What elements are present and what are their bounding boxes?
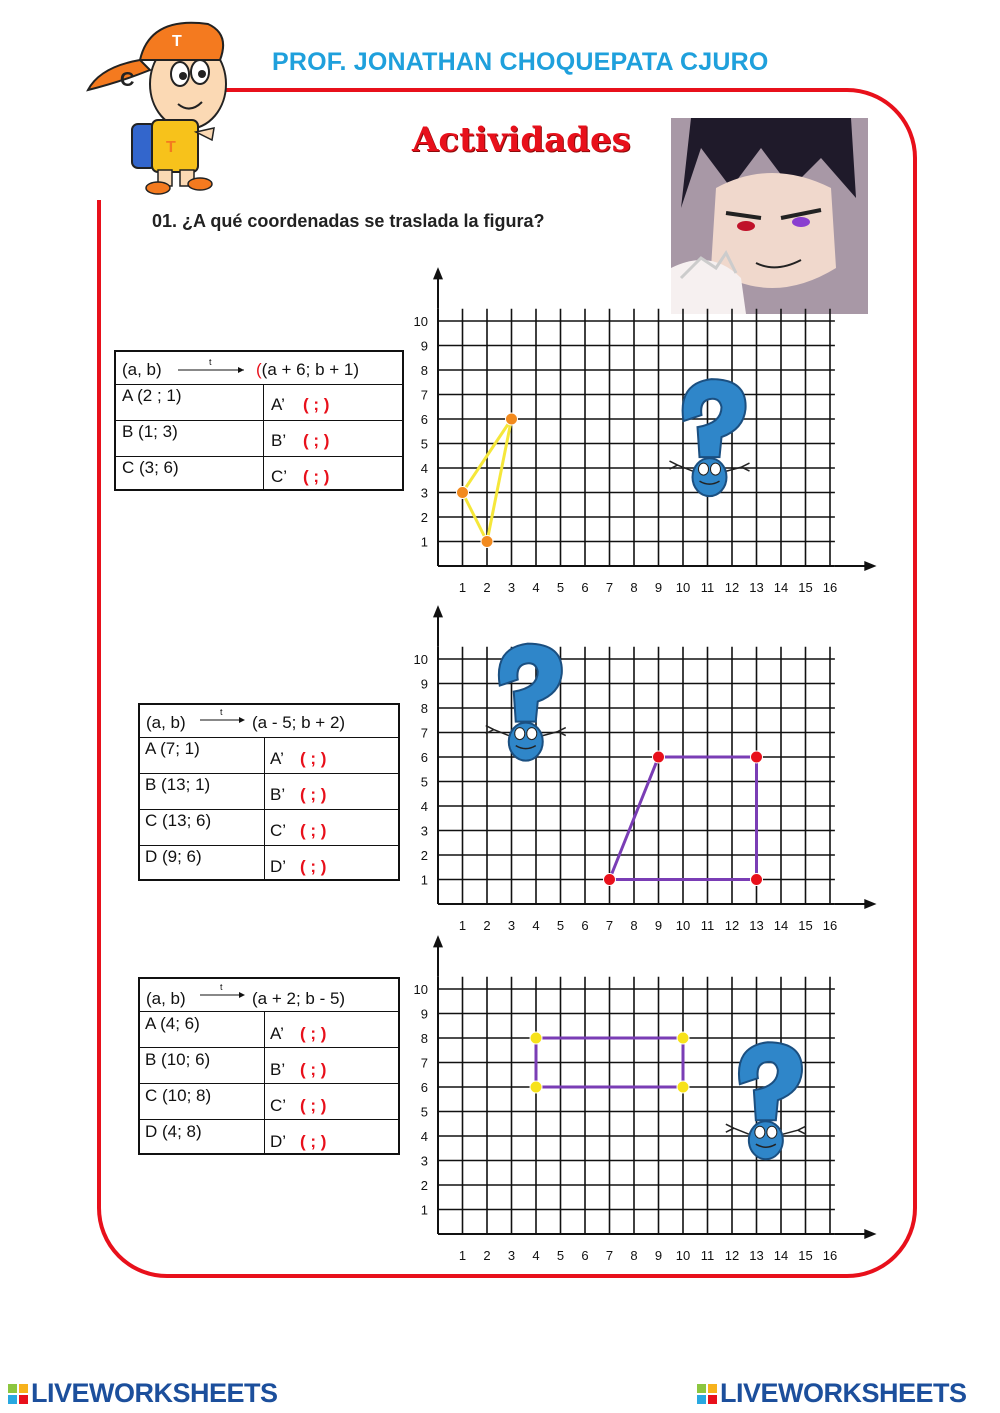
mascot-body [509, 723, 543, 761]
x-tick-label: 3 [507, 580, 516, 595]
arrow-icon [198, 982, 250, 1000]
image-point-label: B’ [271, 431, 287, 450]
rule-left: (a, b) [146, 989, 186, 1008]
mascot-arm [670, 461, 693, 471]
original-point: B (1; 3) [122, 422, 178, 441]
liveworksheets-logo-icon [8, 1384, 28, 1404]
mascot-eye [767, 1126, 777, 1138]
mascot-body [749, 1121, 783, 1159]
x-tick-label: 11 [700, 580, 715, 595]
question-mark-mascot-icon [670, 379, 750, 496]
exercise-3-table [138, 977, 400, 1155]
answer-input[interactable]: ( ; ) [300, 1024, 327, 1043]
original-point: C (10; 8) [145, 1086, 212, 1105]
image-point-label: D’ [270, 1132, 287, 1151]
original-point: B (13; 1) [145, 775, 211, 794]
arrow-label: t [220, 707, 223, 717]
y-tick-label: 9 [420, 338, 428, 354]
x-tick-label: 11 [700, 918, 715, 933]
x-tick-label: 12 [724, 918, 740, 933]
footer-brand-left [8, 1378, 278, 1409]
original-point: B (10; 6) [145, 1050, 211, 1069]
answer-input[interactable]: ( ; ) [300, 857, 327, 876]
y-tick-label: 10 [413, 652, 428, 667]
image-point-label: C’ [270, 1096, 287, 1115]
answer-input[interactable]: ( ; ) [303, 395, 330, 414]
y-tick-label: 5 [420, 774, 428, 790]
x-tick-label: 1 [458, 580, 467, 595]
x-tick-label: 1 [458, 1248, 467, 1263]
image-point-label: C’ [270, 821, 287, 840]
y-tick-label: 5 [420, 436, 428, 452]
y-tick-label: 2 [420, 1178, 428, 1193]
x-tick-label: 16 [822, 580, 838, 595]
mascot-arm [727, 463, 750, 471]
x-tick-label: 2 [483, 918, 491, 933]
y-tick-label: 9 [420, 676, 428, 692]
x-tick-label: 8 [630, 1248, 638, 1263]
coordinate-grid-2 [400, 600, 890, 935]
x-tick-label: 8 [630, 580, 638, 595]
mascot-arm [486, 726, 509, 736]
y-tick-label: 2 [420, 848, 428, 863]
answer-input[interactable]: ( ; ) [300, 749, 327, 768]
x-tick-label: 12 [724, 1248, 740, 1263]
x-tick-label: 12 [724, 580, 740, 595]
x-tick-label: 5 [556, 1248, 565, 1263]
mascot-eye [699, 463, 709, 475]
y-axis-arrow-icon [433, 267, 443, 279]
y-tick-label: 1 [420, 534, 428, 550]
arrow-label: t [209, 358, 212, 367]
y-tick-label: 8 [420, 1031, 428, 1046]
y-tick-label: 10 [413, 314, 428, 329]
figure-vertex [457, 487, 469, 499]
x-tick-label: 4 [532, 1248, 540, 1263]
x-tick-label: 8 [630, 918, 638, 933]
coordinate-grid-1 [400, 262, 890, 597]
y-axis-arrow-icon [433, 605, 443, 617]
answer-input[interactable]: ( ; ) [303, 467, 330, 486]
question-text: 01. ¿A qué coordenadas se traslada la figura? [152, 211, 545, 231]
y-tick-label: 1 [420, 1202, 428, 1218]
original-point: A (2 ; 1) [122, 386, 182, 405]
answer-input[interactable]: ( ; ) [300, 821, 327, 840]
figure-vertex [481, 536, 493, 548]
section-title: Actividades [412, 120, 631, 160]
arrow-icon [198, 707, 250, 725]
y-axis-arrow-icon [433, 935, 443, 947]
x-tick-label: 13 [749, 918, 764, 933]
y-tick-label: 7 [420, 725, 428, 741]
x-tick-label: 4 [532, 580, 540, 595]
figure-vertex [604, 874, 616, 886]
footer-brand-left-text: LIVEWORKSHEETS [31, 1378, 278, 1408]
x-axis-arrow-icon [864, 899, 876, 909]
question-mark-shape [499, 644, 562, 722]
y-tick-label: 6 [420, 412, 428, 427]
original-point: A (4; 6) [145, 1014, 200, 1033]
image-point-label: C’ [271, 467, 288, 486]
footer-brand-right-text: LIVEWORKSHEETS [720, 1378, 967, 1408]
arrow-label: t [220, 982, 223, 992]
question-mark-mascot-icon [726, 1042, 806, 1159]
image-point-label: A’ [271, 395, 285, 414]
image-point-label: D’ [270, 857, 287, 876]
header-title: PROF. JONATHAN CHOQUEPATA CJURO [272, 48, 769, 76]
x-tick-label: 13 [749, 580, 764, 595]
column-divider [264, 1011, 265, 1153]
mascot-kid-image [80, 12, 230, 197]
y-tick-label: 9 [420, 1006, 428, 1022]
x-tick-label: 6 [581, 1248, 589, 1263]
figure-vertex [653, 751, 665, 763]
x-axis-arrow-icon [864, 561, 876, 571]
rule-right-text: (a + 6; b + 1) [261, 360, 360, 379]
figure-vertex [530, 1081, 542, 1093]
y-tick-label: 3 [420, 1153, 428, 1169]
y-tick-label: 3 [420, 823, 428, 839]
original-point: C (13; 6) [145, 811, 212, 830]
y-tick-label: 7 [420, 1055, 428, 1071]
rule-right: (a - 5; b + 2) [252, 713, 346, 732]
figure-vertex [751, 874, 763, 886]
image-point-label: A’ [270, 1024, 284, 1043]
answer-input[interactable]: ( ; ) [300, 1132, 327, 1151]
figure-vertex [751, 751, 763, 763]
y-tick-label: 4 [420, 461, 428, 476]
x-tick-label: 7 [605, 1248, 614, 1263]
y-tick-label: 8 [420, 363, 428, 378]
x-tick-label: 9 [654, 1248, 663, 1263]
exercise-1-table [114, 350, 404, 491]
x-tick-label: 5 [556, 918, 565, 933]
x-tick-label: 2 [483, 580, 491, 595]
x-tick-label: 10 [675, 1248, 691, 1263]
figure-vertex [530, 1032, 542, 1044]
y-tick-label: 1 [420, 872, 428, 888]
coordinate-grid-3 [400, 930, 890, 1265]
answer-input[interactable]: ( ; ) [303, 431, 330, 450]
y-tick-label: 10 [413, 982, 428, 997]
original-point: D (9; 6) [145, 847, 202, 866]
y-tick-label: 4 [420, 799, 428, 814]
question-mark-shape [739, 1042, 802, 1120]
y-tick-label: 6 [420, 750, 428, 765]
original-point: A (7; 1) [145, 739, 200, 758]
answer-input[interactable]: ( ; ) [300, 785, 327, 804]
y-tick-label: 4 [420, 1129, 428, 1144]
original-point: D (4; 8) [145, 1122, 202, 1141]
mascot-arm [783, 1126, 806, 1134]
mascot-eye [515, 728, 525, 740]
question-mark-mascot-icon [486, 644, 566, 761]
arrow-icon [176, 358, 251, 374]
figure-vertex [677, 1081, 689, 1093]
x-tick-label: 14 [773, 1248, 789, 1263]
x-tick-label: 6 [581, 580, 589, 595]
x-tick-label: 10 [675, 580, 691, 595]
x-tick-label: 14 [773, 580, 789, 595]
x-tick-label: 15 [798, 580, 813, 595]
svg-text:T: T [166, 139, 176, 156]
x-tick-label: 15 [798, 1248, 813, 1263]
rule-left: (a, b) [146, 713, 186, 732]
x-tick-label: 15 [798, 918, 813, 933]
svg-text:T: T [172, 33, 182, 50]
column-divider [263, 384, 264, 489]
mascot-body [693, 458, 727, 496]
liveworksheets-logo-icon [697, 1384, 717, 1404]
svg-text:C: C [120, 69, 135, 91]
x-tick-label: 11 [700, 1248, 715, 1263]
answer-input[interactable]: ( ; ) [300, 1060, 327, 1079]
figure-vertex [677, 1032, 689, 1044]
y-tick-label: 7 [420, 387, 428, 403]
x-tick-label: 4 [532, 918, 540, 933]
x-tick-label: 16 [822, 918, 838, 933]
rule-right: (a + 2; b - 5) [252, 989, 346, 1008]
footer-brand-right [697, 1378, 967, 1409]
mascot-eye [527, 728, 537, 740]
y-tick-label: 8 [420, 701, 428, 716]
column-divider [264, 737, 265, 879]
image-point-label: B’ [270, 1060, 286, 1079]
x-tick-label: 10 [675, 918, 691, 933]
x-tick-label: 6 [581, 918, 589, 933]
y-tick-label: 6 [420, 1080, 428, 1095]
answer-input[interactable]: ( ; ) [300, 1096, 327, 1115]
y-tick-label: 5 [420, 1104, 428, 1120]
x-tick-label: 2 [483, 1248, 491, 1263]
mascot-eye [711, 463, 721, 475]
rule-left: (a, b) [122, 360, 162, 379]
y-tick-label: 2 [420, 510, 428, 525]
x-tick-label: 14 [773, 918, 789, 933]
x-tick-label: 3 [507, 1248, 516, 1263]
mascot-eye [755, 1126, 765, 1138]
question-mark-shape [683, 379, 746, 457]
x-tick-label: 1 [458, 918, 467, 933]
mascot-arm [726, 1124, 749, 1134]
x-tick-label: 16 [822, 1248, 838, 1263]
x-tick-label: 7 [605, 918, 614, 933]
x-tick-label: 7 [605, 580, 614, 595]
x-tick-label: 9 [654, 918, 663, 933]
image-point-label: A’ [270, 749, 284, 768]
x-tick-label: 13 [749, 1248, 764, 1263]
x-tick-label: 9 [654, 580, 663, 595]
exercise-2-table [138, 703, 400, 881]
rule-right: ((a + 6; b + 1) [256, 360, 360, 379]
y-tick-label: 3 [420, 485, 428, 501]
figure-vertex [506, 413, 518, 425]
original-point: C (3; 6) [122, 458, 179, 477]
x-tick-label: 3 [507, 918, 516, 933]
image-point-label: B’ [270, 785, 286, 804]
x-tick-label: 5 [556, 580, 565, 595]
mascot-arm [543, 728, 566, 736]
x-axis-arrow-icon [864, 1229, 876, 1239]
